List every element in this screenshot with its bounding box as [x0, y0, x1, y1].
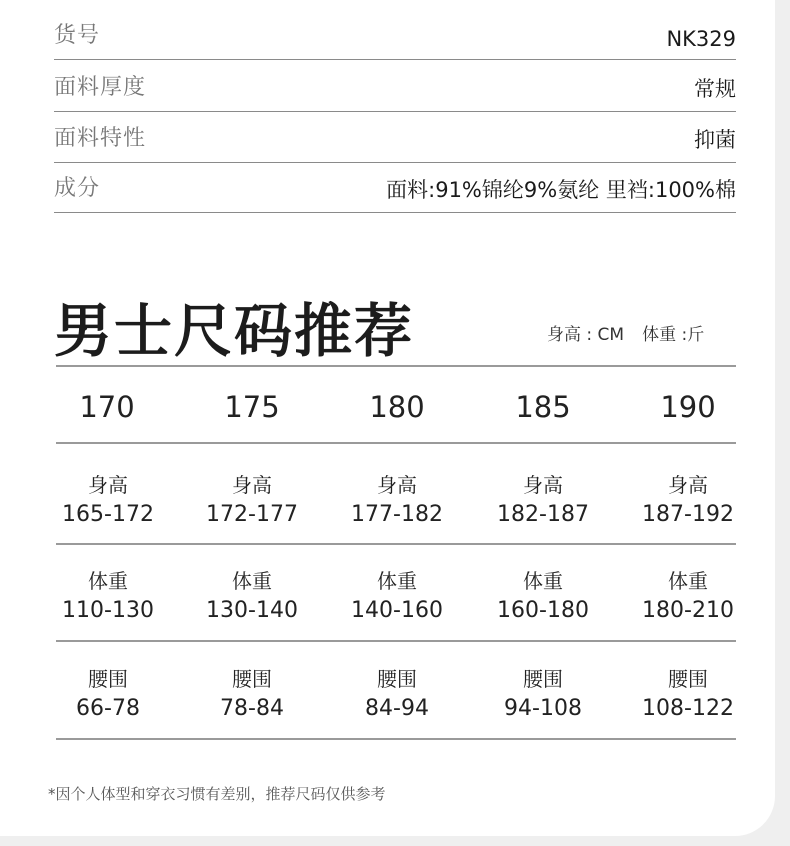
- weight-cell: [327, 566, 467, 626]
- cell-label: 身高: [668, 473, 708, 497]
- cell-value: 172-177: [206, 502, 298, 527]
- spec-value: 面料:91%锦纶9%氨纶 里裆:100%棉: [386, 178, 736, 202]
- spec-row-fabric-feature: [54, 113, 736, 163]
- cell-label: 身高: [377, 473, 417, 497]
- cell-label: 腰围: [377, 667, 417, 691]
- cell-value: 165-172: [62, 502, 154, 527]
- cell-value: 84-94: [365, 696, 429, 721]
- cell-label: 身高: [232, 473, 272, 497]
- divider: [56, 640, 736, 642]
- height-cell: [618, 470, 758, 530]
- waist-cell: [182, 664, 322, 724]
- size-header-185: 185: [515, 390, 571, 424]
- cell-value: 94-108: [504, 696, 582, 721]
- cell-value: 180-210: [642, 598, 734, 623]
- unit-height: 身高 : CM: [547, 325, 625, 345]
- divider: [56, 738, 736, 740]
- waist-cell: [327, 664, 467, 724]
- cell-label: 体重: [232, 569, 272, 593]
- divider: [56, 442, 736, 444]
- cell-value: 160-180: [497, 598, 589, 623]
- spec-value: NK329: [666, 27, 736, 51]
- unit-weight: 体重 :斤: [642, 325, 705, 345]
- cell-value: 187-192: [642, 502, 734, 527]
- spec-value: 常规: [694, 77, 736, 101]
- cell-label: 腰围: [523, 667, 563, 691]
- cell-label: 体重: [88, 569, 128, 593]
- spec-row-item-number: [54, 10, 736, 60]
- waist-cell: [473, 664, 613, 724]
- spec-label: 面料特性: [54, 126, 147, 151]
- spec-label: 货号: [54, 23, 101, 48]
- cell-value: 130-140: [206, 598, 298, 623]
- cell-value: 140-160: [351, 598, 443, 623]
- height-cell: [38, 470, 178, 530]
- waist-cell: [618, 664, 758, 724]
- waist-cell: [38, 664, 178, 724]
- cell-label: 体重: [523, 569, 563, 593]
- cell-label: 腰围: [232, 667, 272, 691]
- spec-label: 面料厚度: [54, 75, 147, 100]
- cell-label: 体重: [668, 569, 708, 593]
- height-cell: [473, 470, 613, 530]
- cell-value: 108-122: [642, 696, 734, 721]
- weight-cell: [38, 566, 178, 626]
- footnote: *因个人体型和穿衣习惯有差别，推荐尺码仅供参考: [48, 785, 386, 803]
- weight-cell: [182, 566, 322, 626]
- divider: [56, 543, 736, 545]
- cell-value: 78-84: [220, 696, 284, 721]
- weight-cell: [618, 566, 758, 626]
- unit-note: [547, 320, 722, 345]
- spec-value: 抑菌: [694, 128, 736, 152]
- size-header-180: 180: [369, 390, 425, 424]
- size-header-175: 175: [224, 390, 280, 424]
- cell-label: 腰围: [668, 667, 708, 691]
- spec-row-composition: [54, 163, 736, 213]
- size-header-170: 170: [79, 390, 135, 424]
- size-header-190: 190: [660, 390, 716, 424]
- spec-row-fabric-thickness: [54, 62, 736, 112]
- spec-label: 成分: [54, 176, 101, 201]
- divider: [56, 365, 736, 367]
- cell-value: 177-182: [351, 502, 443, 527]
- cell-label: 身高: [88, 473, 128, 497]
- cell-value: 110-130: [62, 598, 154, 623]
- cell-label: 腰围: [88, 667, 128, 691]
- cell-value: 66-78: [76, 696, 140, 721]
- cell-label: 身高: [523, 473, 563, 497]
- cell-label: 体重: [377, 569, 417, 593]
- section-title: 男士尺码推荐: [54, 297, 415, 365]
- height-cell: [182, 470, 322, 530]
- cell-value: 182-187: [497, 502, 589, 527]
- height-cell: [327, 470, 467, 530]
- weight-cell: [473, 566, 613, 626]
